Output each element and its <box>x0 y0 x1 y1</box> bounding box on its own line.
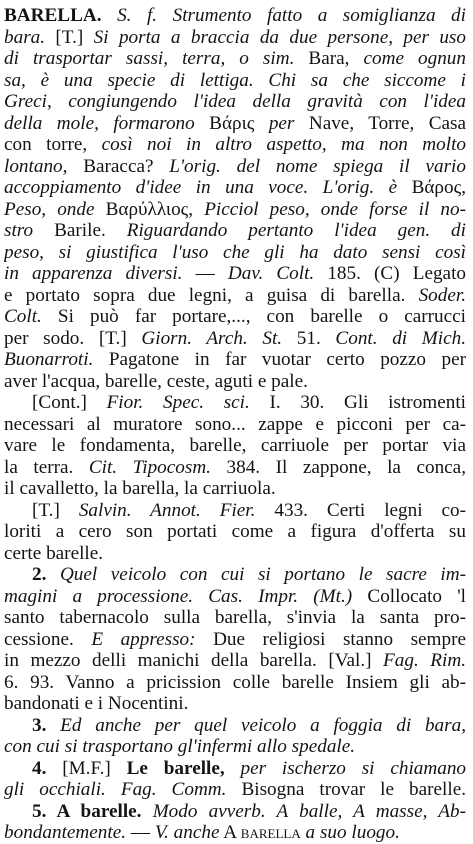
text-line <box>32 391 466 414</box>
text-segment: bondantemente. <box>4 822 127 843</box>
text-segment: bandonati e i Nocentini. <box>4 693 189 714</box>
text-segment: e portato sopra due legni, a guisa di barella. <box>4 284 419 306</box>
text-line <box>4 542 466 565</box>
text-segment: loriti a cero son portati come a figura d'offerta su <box>4 521 466 542</box>
text-segment: Bisogna trovar le barelle. <box>226 779 466 800</box>
text-segment: 384. Il zappone, la conca, <box>210 456 466 478</box>
text-segment: — <box>182 263 228 284</box>
text-line <box>4 90 466 113</box>
text-segment: Picciol peso, onde forse il no- <box>204 198 466 220</box>
text-segment: [T.] <box>45 26 94 48</box>
text-segment: L'orig. del nome spiega il vario <box>169 155 466 177</box>
text-line <box>4 456 466 479</box>
text-segment: sa, è una specie di lettiga. Chi sa che siccome i <box>4 69 466 91</box>
text-segment: Cont. di Mich. <box>335 327 466 349</box>
text-segment: Le barelle, <box>126 757 225 779</box>
text-segment: gli occhiali. Fag. Comm. <box>4 779 227 800</box>
text-segment: [M.F.] <box>46 757 127 779</box>
text-segment: 5. A barelle. <box>32 800 142 822</box>
text-segment: Collocato 'l <box>352 585 466 607</box>
text-line <box>4 821 466 844</box>
text-segment: Fag. Rim. <box>383 650 466 671</box>
text-line <box>4 477 466 500</box>
text-segment: per ischerzo si chiamano <box>224 757 466 779</box>
text-segment: così noi in altro aspetto, ma non molto <box>101 134 466 155</box>
text-line <box>4 69 466 92</box>
text-line <box>4 176 466 199</box>
text-segment: 2. <box>32 564 47 585</box>
text-segment: 185. (C) Legato <box>314 263 466 284</box>
text-line <box>4 262 466 285</box>
text-segment: Pagatone in far vuotar certo pozzo per <box>93 349 466 370</box>
text-segment: Βαρύλλιος, <box>94 198 205 220</box>
text-segment: Cit. Tipocosm. <box>88 456 211 478</box>
text-line <box>4 735 466 758</box>
text-segment: Baracca? <box>67 155 170 177</box>
text-segment: in mezzo delli manichi della barella. [Val.] <box>4 650 384 671</box>
text-segment: Βάρις <box>194 112 269 134</box>
text-segment: Greci, congiungendo l'idea della gravità con l'idea <box>4 91 466 112</box>
text-segment: Buonarroti. <box>4 349 94 370</box>
text-segment: I. 30. Gli istromenti <box>249 392 466 413</box>
text-line <box>32 714 466 737</box>
text-segment: santo tabernacolo sulla barella, s'invia la santa pro- <box>4 607 466 628</box>
text-segment: Modo avverb. A balle, A masse, Ab- <box>141 800 466 822</box>
text-line <box>4 628 466 651</box>
text-segment: E appresso: <box>91 628 196 650</box>
text-segment: stro <box>4 220 34 241</box>
text-segment: Barile. <box>33 220 127 241</box>
text-line <box>4 348 466 371</box>
text-segment: Si può far portare,..., con barelle o carrucci <box>41 306 466 327</box>
text-line <box>4 305 466 328</box>
text-segment: magini a processione. Cas. Impr. (Mt.) <box>4 585 353 607</box>
text-segment: peso, si giustifica l'uso che gli ha dato sensi così <box>4 241 466 263</box>
text-line <box>32 800 466 823</box>
text-line <box>32 563 466 586</box>
text-segment: di trasportar sassi, terra, o sim. <box>4 48 295 69</box>
text-segment: [Cont.] <box>32 392 107 413</box>
text-line <box>4 219 466 242</box>
text-line <box>4 133 466 156</box>
text-segment: Soder. <box>418 284 466 306</box>
text-segment: Ed anche per quel veicolo a foggia di bara, <box>46 714 466 736</box>
text-segment: Quel veicolo con cui si portano le sacre im- <box>46 564 466 585</box>
text-line <box>4 434 466 457</box>
text-segment: Colt. <box>4 306 42 327</box>
text-line <box>4 606 466 629</box>
text-line <box>4 692 466 715</box>
text-segment: Due religiosi stanno sempre <box>195 628 466 650</box>
text-segment: a suo luogo. <box>300 822 400 843</box>
text-segment: A barella <box>219 822 301 843</box>
text-segment: 433. Certi legni co- <box>255 499 466 521</box>
text-segment: Riguardando pertanto l'idea gen. di <box>126 220 466 241</box>
text-line <box>4 649 466 672</box>
text-segment: accoppiamento d'idee in una voce. L'orig. è <box>4 177 398 198</box>
text-segment: Peso, onde <box>4 198 95 220</box>
text-segment: necessari al muratore sono... zappe e picconi per ca- <box>4 413 466 435</box>
text-segment: Dav. Colt. <box>227 263 315 284</box>
text-segment: cessione. <box>4 628 92 650</box>
text-segment: Salvin. Annot. Fier. <box>78 499 256 521</box>
text-segment: Βάρος, <box>397 177 466 198</box>
text-segment: per <box>268 112 295 134</box>
text-segment: V. anche <box>154 822 220 843</box>
text-segment: 6. 93. Vanno a pricission colle barelle Insiem gli ab- <box>4 671 466 693</box>
text-segment: Si porta a braccia da due persone, per uso <box>93 26 466 48</box>
text-line <box>4 327 466 350</box>
text-line <box>4 112 466 135</box>
text-segment: il cavalletto, la barella, la carriuola. <box>4 478 276 499</box>
text-segment: S. f. Strumento fatto a somiglianza di <box>101 5 466 26</box>
text-segment: aver l'acqua, barelle, ceste, aguti e pale. <box>4 370 308 392</box>
text-line <box>4 47 466 70</box>
text-segment: 3. <box>32 714 47 736</box>
text-segment: Nave, Torre, Casa <box>294 112 466 134</box>
text-segment: della mole, formarono <box>4 112 195 134</box>
text-line <box>4 671 466 694</box>
text-line <box>32 499 466 522</box>
text-segment: lontano, <box>4 155 68 177</box>
text-segment: con torre, <box>4 134 102 155</box>
text-segment: Bara, <box>294 48 364 69</box>
text-segment: certe barelle. <box>4 542 104 564</box>
text-line <box>32 757 466 780</box>
text-segment: 4. <box>32 757 47 779</box>
text-line <box>4 370 466 393</box>
text-segment: in apparenza diversi. <box>4 263 183 284</box>
text-line <box>4 198 466 221</box>
text-segment: BARELLA. <box>4 5 102 26</box>
text-line <box>4 778 466 801</box>
text-segment: come ognun <box>363 48 466 69</box>
text-line <box>4 585 466 608</box>
text-line <box>4 4 466 27</box>
text-line <box>4 241 466 264</box>
text-segment: vare le fondamenta, barelle, carriuole per portar via <box>4 435 466 456</box>
text-line <box>4 155 466 178</box>
text-line <box>4 284 466 307</box>
text-segment: bara. <box>4 26 46 48</box>
text-line <box>4 26 466 49</box>
text-segment: la terra. <box>4 456 89 478</box>
text-segment: con cui si trasportano gl'infermi allo spedale. <box>4 736 356 757</box>
text-segment: per sodo. [T.] <box>4 327 142 349</box>
text-segment: [T.] <box>32 499 79 521</box>
text-segment: 51. <box>282 327 336 349</box>
text-segment: Fior. Spec. sci. <box>106 392 250 413</box>
text-line <box>4 413 466 436</box>
text-line <box>4 520 466 543</box>
text-segment: — <box>126 822 155 843</box>
text-segment: Giorn. Arch. St. <box>141 327 283 349</box>
